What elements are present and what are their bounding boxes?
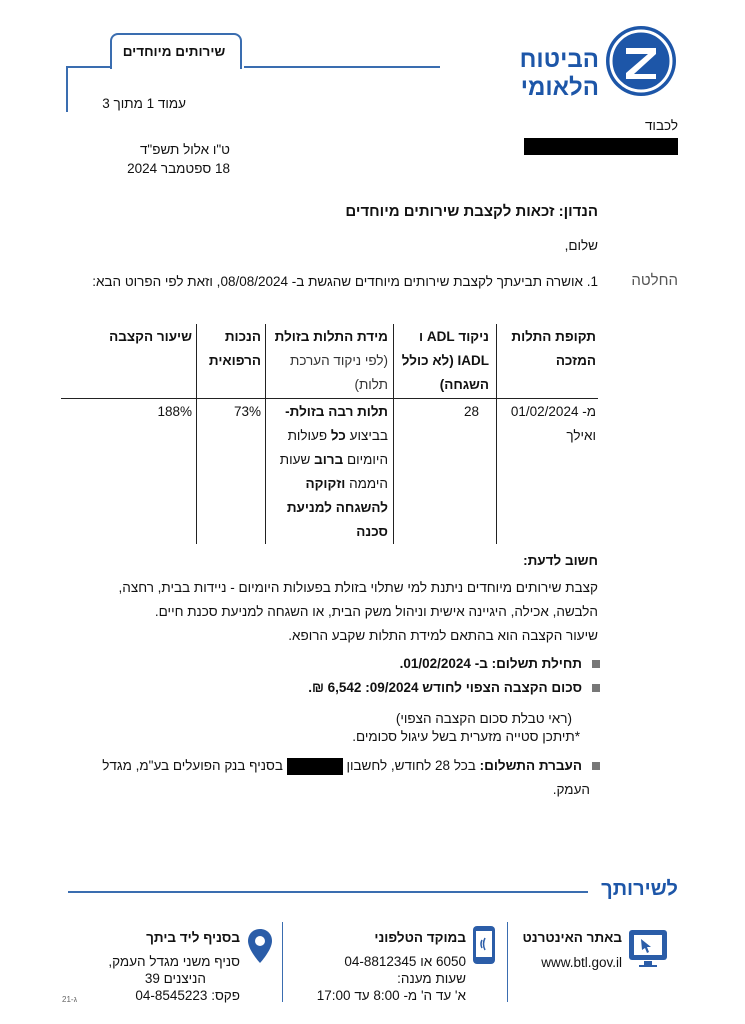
branch-line: סניף משני מגדל העמק, bbox=[108, 954, 240, 969]
th-rate: שיעור הקצבה bbox=[109, 329, 192, 344]
important-line: קצבת שירותים מיוחדים ניתנת למי שתלוי בזולת בפעולות היומיום - ניידות בבית, רחצה, bbox=[118, 580, 598, 595]
branch-title: בסניף ליד ביתך bbox=[146, 930, 240, 945]
org-name: הביטוח הלאומי bbox=[519, 46, 599, 101]
table-col-line bbox=[496, 324, 497, 544]
subject-line: הנדון: זכאות לקצבת שירותים מיוחדים bbox=[345, 203, 598, 220]
td-level-part: בביצוע bbox=[349, 428, 388, 443]
bullet-note: *תיתכן סטייה מזערית בשל עיגול סכומים. bbox=[352, 729, 580, 744]
td-level-part: וזקוקה להשגחה bbox=[305, 476, 388, 515]
td-disability: 73% bbox=[233, 404, 261, 419]
td-adl: 28 bbox=[463, 404, 479, 419]
table-col-line bbox=[393, 324, 394, 544]
btl-logo bbox=[606, 26, 676, 96]
td-level-part: תלות רבה בזולת- bbox=[285, 404, 388, 419]
monitor-icon-svg bbox=[629, 930, 667, 970]
th-adl: ניקוד ADL ו IADL (לא כולל השגחה) bbox=[401, 329, 489, 392]
location-pin-icon-svg bbox=[247, 928, 273, 964]
important-line: הלבשה, אכילה, היגיינה אישית וניהול משק הבית, או השגחה למניעת סכנת חיים. bbox=[154, 604, 598, 619]
branch-fax: פקס: 04-8545223 bbox=[135, 988, 240, 1003]
bullet-start-text: תחילת תשלום: ב- 01/02/2024. bbox=[399, 656, 582, 671]
td-level-part: פעולות bbox=[287, 428, 328, 443]
logo-emblem-icon bbox=[606, 26, 676, 96]
section-tab-label: שירותים מיוחדים bbox=[122, 44, 226, 59]
td-level-part: כל bbox=[330, 428, 346, 443]
bullet-transfer bbox=[60, 754, 600, 778]
header-rule-left bbox=[66, 66, 110, 68]
form-code: 21-ג bbox=[62, 995, 77, 1004]
bullet-square-icon bbox=[592, 684, 600, 692]
bullet-amount-text: סכום הקצבה הצפוי לחודש 09/2024: 6,542 ₪. bbox=[308, 680, 582, 695]
td-period: מ- 01/02/2024 ואילך bbox=[510, 404, 596, 443]
phone-icon-svg bbox=[473, 926, 495, 964]
footer-rule bbox=[68, 891, 588, 893]
branch-line: הניצנים 39 bbox=[144, 971, 206, 986]
phone-hours-label: שעות מענה: bbox=[397, 971, 466, 986]
decision-label: החלטה bbox=[631, 272, 678, 289]
table-col-line bbox=[196, 324, 197, 544]
th-level bbox=[270, 325, 388, 397]
bullet-square-icon bbox=[592, 762, 600, 770]
phone-numbers: 6050 או 04-8812345 bbox=[344, 954, 466, 969]
transfer-label: העברת התשלום: bbox=[479, 758, 582, 773]
decision-text: 1. אושרה תביעתך לקצבת שירותים מיוחדים שהגשת ב- 08/08/2024, וזאת לפי הפרוט הבא: bbox=[92, 274, 598, 289]
bullet-square-icon bbox=[592, 660, 600, 668]
td-level-part: ברוב bbox=[314, 452, 344, 467]
bullet-amount bbox=[180, 676, 600, 700]
table-col-line bbox=[265, 324, 266, 544]
important-title: חשוב לדעת: bbox=[523, 553, 598, 568]
transfer-text: בסניף בנק הפועלים בע"מ, מגדל bbox=[102, 758, 283, 773]
recipient-salutation: לכבוד bbox=[644, 118, 678, 133]
transfer-text: בכל 28 לחודש, לחשבון bbox=[346, 758, 476, 773]
th-level-note: (לפי ניקוד הערכת תלות) bbox=[290, 353, 388, 392]
footer-title: לשירותך bbox=[601, 878, 678, 900]
date-hebrew: ט"ו אלול תשפ"ד bbox=[139, 142, 230, 157]
web-title: באתר האינטרנט bbox=[522, 930, 622, 945]
location-pin-icon bbox=[247, 928, 273, 967]
td-level-part: למניעת סכנה bbox=[286, 500, 388, 539]
th-period: תקופת התלות המזכה bbox=[511, 329, 596, 368]
header-rule-vertical bbox=[66, 66, 68, 112]
footer-divider bbox=[282, 922, 283, 1002]
td-level-part: שעות bbox=[279, 452, 311, 467]
transfer-text-continued: העמק. bbox=[552, 782, 590, 797]
page-number: עמוד 1 מתוך 3 bbox=[102, 96, 186, 111]
th-level-title: מידת התלות בזולת bbox=[274, 329, 388, 344]
bullet-start bbox=[180, 652, 600, 676]
td-level bbox=[270, 400, 388, 544]
td-level-part: היממה bbox=[349, 476, 388, 491]
account-number-redacted bbox=[287, 758, 343, 775]
bullet-note: (ראי טבלת סכום הקצבה הצפוי) bbox=[395, 711, 572, 726]
footer-divider bbox=[507, 922, 508, 1002]
date-gregorian: 18 ספטמבר 2024 bbox=[127, 161, 230, 176]
recipient-name-redacted bbox=[524, 138, 678, 155]
phone-icon bbox=[473, 926, 495, 964]
phone-title: במוקד הטלפוני bbox=[374, 930, 466, 945]
web-url-link[interactable]: www.btl.gov.il bbox=[541, 955, 622, 970]
td-rate: 188% bbox=[157, 404, 192, 419]
th-disability: הנכות הרפואית bbox=[208, 329, 261, 368]
td-level-part: היומיום bbox=[346, 452, 388, 467]
monitor-icon bbox=[629, 930, 667, 960]
important-line: שיעור הקצבה הוא בהתאם למידת התלות שקבע הרופא. bbox=[288, 628, 598, 643]
greeting: שלום, bbox=[564, 238, 598, 253]
header-rule bbox=[244, 66, 440, 68]
table-header-divider bbox=[61, 398, 598, 399]
phone-hours: א' עד ה' מ- 8:00 עד 17:00 bbox=[316, 988, 466, 1003]
